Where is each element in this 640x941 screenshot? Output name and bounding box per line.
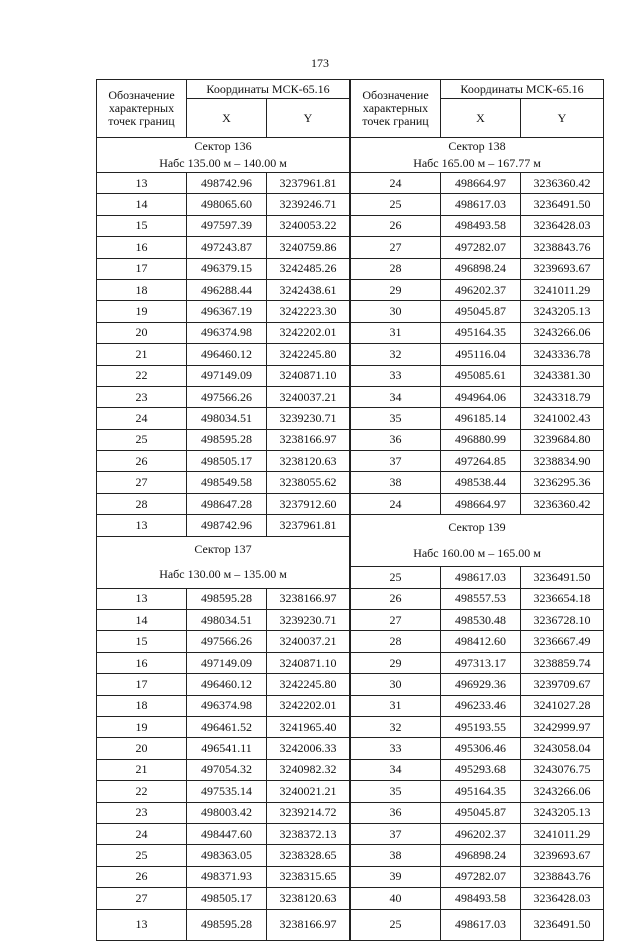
- point-number-cell: 27: [97, 888, 187, 909]
- x-coordinate-cell: 498493.58: [441, 215, 521, 236]
- table-row: [97, 802, 350, 823]
- table-row: [351, 781, 604, 802]
- point-number-cell: 25: [351, 567, 441, 588]
- y-coordinate-cell: 3238372.13: [267, 823, 350, 844]
- point-number-cell: 20: [97, 738, 187, 759]
- x-coordinate-cell: 496929.36: [441, 674, 521, 695]
- x-coordinate-cell: 498557.53: [441, 588, 521, 609]
- point-number-cell: 28: [351, 631, 441, 652]
- point-number-cell: 30: [351, 301, 441, 322]
- point-number-cell: 25: [97, 845, 187, 866]
- point-number-cell: 29: [351, 652, 441, 673]
- y-column-header: Y: [521, 99, 604, 138]
- y-coordinate-cell: 3243076.75: [521, 759, 604, 780]
- point-number-cell: 31: [351, 695, 441, 716]
- table-row: [97, 738, 350, 759]
- x-coordinate-cell: 498505.17: [187, 451, 267, 472]
- table-row: [97, 386, 350, 407]
- table-row: [351, 909, 604, 940]
- table-row: [351, 344, 604, 365]
- y-coordinate-cell: 3236654.18: [521, 588, 604, 609]
- table-row: [351, 493, 604, 514]
- point-number-cell: 24: [97, 823, 187, 844]
- point-number-cell: 25: [97, 429, 187, 450]
- y-coordinate-cell: 3238166.97: [267, 909, 350, 940]
- point-number-cell: 22: [97, 365, 187, 386]
- x-coordinate-cell: 498664.97: [441, 173, 521, 194]
- point-number-cell: 27: [351, 610, 441, 631]
- x-coordinate-cell: 495164.35: [441, 322, 521, 343]
- point-number-cell: 35: [351, 781, 441, 802]
- table-row: [97, 610, 350, 631]
- section-title: Сектор 137: [97, 536, 350, 562]
- table-row: [97, 823, 350, 844]
- header-row: [351, 80, 604, 99]
- y-coordinate-cell: 3241011.29: [521, 823, 604, 844]
- y-coordinate-cell: 3241011.29: [521, 279, 604, 300]
- point-number-cell: 17: [97, 258, 187, 279]
- y-coordinate-cell: 3239214.72: [267, 802, 350, 823]
- table-row: [97, 716, 350, 737]
- point-number-cell: 32: [351, 716, 441, 737]
- point-number-cell: 34: [351, 386, 441, 407]
- point-number-cell: 26: [97, 866, 187, 887]
- table-row: [97, 194, 350, 215]
- section-title-row: [351, 138, 604, 156]
- x-coordinate-cell: 497597.39: [187, 215, 267, 236]
- point-number-cell: 21: [97, 759, 187, 780]
- table-row: [97, 237, 350, 258]
- y-coordinate-cell: 3242999.97: [521, 716, 604, 737]
- y-coordinate-cell: 3237912.60: [267, 493, 350, 514]
- y-coordinate-cell: 3238843.76: [521, 237, 604, 258]
- table-row: [97, 759, 350, 780]
- x-coordinate-cell: 498412.60: [441, 631, 521, 652]
- table-row: [351, 674, 604, 695]
- point-number-cell: 13: [97, 909, 187, 940]
- section-height-range: Набс 135.00 м – 140.00 м: [97, 155, 350, 173]
- point-number-cell: 31: [351, 322, 441, 343]
- point-number-cell: 13: [97, 588, 187, 609]
- table-row: [351, 652, 604, 673]
- point-number-cell: 28: [351, 258, 441, 279]
- x-coordinate-cell: 496374.98: [187, 695, 267, 716]
- x-coordinate-cell: 496898.24: [441, 258, 521, 279]
- point-number-cell: 28: [97, 493, 187, 514]
- point-number-cell: 19: [97, 301, 187, 322]
- point-number-cell: 37: [351, 823, 441, 844]
- x-coordinate-cell: 498617.03: [441, 194, 521, 215]
- y-coordinate-cell: 3242202.01: [267, 322, 350, 343]
- section-title: Сектор 136: [97, 138, 350, 156]
- x-coordinate-cell: 498505.17: [187, 888, 267, 909]
- table-row: [97, 674, 350, 695]
- section-height-row: [97, 562, 350, 589]
- y-coordinate-cell: 3242485.26: [267, 258, 350, 279]
- table-row: [97, 588, 350, 609]
- table-row: [351, 695, 604, 716]
- table-row: [351, 866, 604, 887]
- y-coordinate-cell: 3236360.42: [521, 493, 604, 514]
- table-row: [351, 451, 604, 472]
- y-coordinate-cell: 3237961.81: [267, 173, 350, 194]
- page-number: 173: [311, 56, 329, 70]
- point-number-cell: 23: [97, 386, 187, 407]
- y-coordinate-cell: 3243336.78: [521, 344, 604, 365]
- y-coordinate-cell: 3238120.63: [267, 451, 350, 472]
- point-number-cell: 16: [97, 652, 187, 673]
- table-row: [97, 429, 350, 450]
- section-title-row: [97, 536, 350, 562]
- table-row: [97, 344, 350, 365]
- x-coordinate-cell: 496185.14: [441, 408, 521, 429]
- x-coordinate-cell: 497566.26: [187, 386, 267, 407]
- point-number-cell: 30: [351, 674, 441, 695]
- section-height-row: [351, 540, 604, 567]
- x-coordinate-cell: 497313.17: [441, 652, 521, 673]
- y-coordinate-cell: 3240037.21: [267, 386, 350, 407]
- y-coordinate-cell: 3236428.03: [521, 215, 604, 236]
- y-coordinate-cell: 3238843.76: [521, 866, 604, 887]
- left-coordinates-table-wrap: [96, 79, 349, 941]
- y-coordinate-cell: 3242202.01: [267, 695, 350, 716]
- x-coordinate-cell: 495293.68: [441, 759, 521, 780]
- x-coordinate-cell: 496202.37: [441, 279, 521, 300]
- x-coordinate-cell: 496379.15: [187, 258, 267, 279]
- y-coordinate-cell: 3236491.50: [521, 909, 604, 940]
- y-coordinate-cell: 3243058.04: [521, 738, 604, 759]
- y-coordinate-cell: 3236491.50: [521, 567, 604, 588]
- table-row: [351, 567, 604, 588]
- table-row: [97, 472, 350, 493]
- y-coordinate-cell: 3240871.10: [267, 365, 350, 386]
- table-row: [97, 515, 350, 536]
- table-row: [351, 215, 604, 236]
- y-coordinate-cell: 3238120.63: [267, 888, 350, 909]
- y-coordinate-cell: 3240021.21: [267, 781, 350, 802]
- y-coordinate-cell: 3238166.97: [267, 588, 350, 609]
- x-coordinate-cell: 498664.97: [441, 493, 521, 514]
- section-title: Сектор 138: [351, 138, 604, 156]
- y-coordinate-cell: 3239230.71: [267, 408, 350, 429]
- x-coordinate-cell: 495164.35: [441, 781, 521, 802]
- point-number-cell: 27: [351, 237, 441, 258]
- point-number-cell: 13: [97, 515, 187, 536]
- point-number-cell: 21: [97, 344, 187, 365]
- y-coordinate-cell: 3239693.67: [521, 845, 604, 866]
- table-row: [351, 237, 604, 258]
- y-coordinate-cell: 3237961.81: [267, 515, 350, 536]
- table-row: [97, 845, 350, 866]
- section-title-row: [97, 138, 350, 156]
- point-number-cell: 14: [97, 610, 187, 631]
- point-number-cell: 32: [351, 344, 441, 365]
- x-coordinate-cell: 497243.87: [187, 237, 267, 258]
- x-coordinate-cell: 495193.55: [441, 716, 521, 737]
- x-coordinate-cell: 497282.07: [441, 866, 521, 887]
- y-coordinate-cell: 3238055.62: [267, 472, 350, 493]
- x-coordinate-cell: 498371.93: [187, 866, 267, 887]
- point-number-cell: 24: [351, 173, 441, 194]
- x-coordinate-cell: 497282.07: [441, 237, 521, 258]
- x-coordinate-cell: 496374.98: [187, 322, 267, 343]
- table-row: [97, 695, 350, 716]
- x-coordinate-cell: 495045.87: [441, 301, 521, 322]
- x-coordinate-cell: 498493.58: [441, 888, 521, 909]
- x-coordinate-cell: 498595.28: [187, 909, 267, 940]
- point-number-cell: 17: [97, 674, 187, 695]
- x-coordinate-cell: 497149.09: [187, 365, 267, 386]
- point-number-cell: 36: [351, 802, 441, 823]
- table-row: [351, 759, 604, 780]
- y-coordinate-cell: 3242006.33: [267, 738, 350, 759]
- x-coordinate-cell: 496460.12: [187, 344, 267, 365]
- table-row: [351, 716, 604, 737]
- y-coordinate-cell: 3238315.65: [267, 866, 350, 887]
- table-row: [97, 909, 350, 940]
- point-number-cell: 37: [351, 451, 441, 472]
- x-coordinate-cell: 498595.28: [187, 588, 267, 609]
- y-coordinate-cell: 3243318.79: [521, 386, 604, 407]
- section-height-row: [97, 155, 350, 173]
- y-coordinate-cell: 3243266.06: [521, 781, 604, 802]
- x-coordinate-cell: 497264.85: [441, 451, 521, 472]
- point-number-cell: 33: [351, 365, 441, 386]
- table-row: [97, 451, 350, 472]
- point-number-cell: 40: [351, 888, 441, 909]
- y-coordinate-cell: 3241027.28: [521, 695, 604, 716]
- x-coordinate-cell: 496202.37: [441, 823, 521, 844]
- y-coordinate-cell: 3243381.30: [521, 365, 604, 386]
- y-coordinate-cell: 3239230.71: [267, 610, 350, 631]
- x-coordinate-cell: 497535.14: [187, 781, 267, 802]
- x-coordinate-cell: 496461.52: [187, 716, 267, 737]
- x-coordinate-cell: 497054.32: [187, 759, 267, 780]
- x-coordinate-cell: 498617.03: [441, 909, 521, 940]
- table-row: [97, 408, 350, 429]
- x-coordinate-cell: 497149.09: [187, 652, 267, 673]
- table-row: [97, 888, 350, 909]
- table-row: [351, 823, 604, 844]
- x-coordinate-cell: 495045.87: [441, 802, 521, 823]
- point-number-cell: 36: [351, 429, 441, 450]
- table-row: [97, 493, 350, 514]
- y-coordinate-cell: 3242223.30: [267, 301, 350, 322]
- x-coordinate-cell: 496288.44: [187, 279, 267, 300]
- point-number-cell: 14: [97, 194, 187, 215]
- y-coordinate-cell: 3240037.21: [267, 631, 350, 652]
- point-number-cell: 18: [97, 279, 187, 300]
- table-row: [351, 408, 604, 429]
- y-coordinate-cell: 3236360.42: [521, 173, 604, 194]
- table-row: [351, 610, 604, 631]
- y-coordinate-cell: 3243205.13: [521, 301, 604, 322]
- left-coordinates-table: [96, 79, 350, 941]
- y-column-header: Y: [267, 99, 350, 138]
- table-row: [351, 738, 604, 759]
- point-number-cell: 13: [97, 173, 187, 194]
- table-row: [351, 386, 604, 407]
- table-row: [351, 173, 604, 194]
- header-row: [97, 80, 350, 99]
- y-coordinate-cell: 3243205.13: [521, 802, 604, 823]
- x-column-header: X: [441, 99, 521, 138]
- point-number-cell: 33: [351, 738, 441, 759]
- point-number-cell: 24: [351, 493, 441, 514]
- y-coordinate-cell: 3240982.32: [267, 759, 350, 780]
- table-row: [97, 781, 350, 802]
- table-row: [351, 472, 604, 493]
- x-coordinate-cell: 498034.51: [187, 610, 267, 631]
- x-coordinate-cell: 498617.03: [441, 567, 521, 588]
- point-number-cell: 26: [351, 215, 441, 236]
- x-coordinate-cell: 498363.05: [187, 845, 267, 866]
- coordinates-header: Координаты МСК-65.16: [441, 80, 604, 99]
- x-coordinate-cell: 498447.60: [187, 823, 267, 844]
- table-row: [351, 631, 604, 652]
- table-row: [351, 194, 604, 215]
- table-row: [351, 322, 604, 343]
- y-coordinate-cell: 3238328.65: [267, 845, 350, 866]
- point-number-cell: 23: [97, 802, 187, 823]
- x-coordinate-cell: 498549.58: [187, 472, 267, 493]
- point-number-cell: 22: [97, 781, 187, 802]
- table-row: [351, 258, 604, 279]
- point-number-cell: 27: [97, 472, 187, 493]
- x-coordinate-cell: 498530.48: [441, 610, 521, 631]
- x-coordinate-cell: 496367.19: [187, 301, 267, 322]
- table-row: [97, 258, 350, 279]
- point-number-cell: 39: [351, 866, 441, 887]
- table-row: [97, 173, 350, 194]
- y-coordinate-cell: 3238859.74: [521, 652, 604, 673]
- point-number-cell: 29: [351, 279, 441, 300]
- point-number-cell: 26: [97, 451, 187, 472]
- point-number-cell: 15: [97, 215, 187, 236]
- table-row: [97, 365, 350, 386]
- x-coordinate-cell: 494964.06: [441, 386, 521, 407]
- x-coordinate-cell: 498647.28: [187, 493, 267, 514]
- y-coordinate-cell: 3240759.86: [267, 237, 350, 258]
- table-row: [351, 365, 604, 386]
- x-coordinate-cell: 498034.51: [187, 408, 267, 429]
- section-title: Сектор 139: [351, 515, 604, 541]
- table-row: [97, 279, 350, 300]
- table-row: [97, 301, 350, 322]
- table-row: [351, 301, 604, 322]
- table-row: [97, 652, 350, 673]
- point-designation-header: Обозначение характерных точек границ: [97, 80, 187, 138]
- y-coordinate-cell: 3242245.80: [267, 344, 350, 365]
- table-row: [351, 588, 604, 609]
- section-height-range: Набс 160.00 м – 165.00 м: [351, 540, 604, 567]
- table-row: [351, 888, 604, 909]
- y-coordinate-cell: 3236491.50: [521, 194, 604, 215]
- point-number-cell: 25: [351, 194, 441, 215]
- x-coordinate-cell: 496898.24: [441, 845, 521, 866]
- point-designation-header: Обозначение характерных точек границ: [351, 80, 441, 138]
- section-title-row: [351, 515, 604, 541]
- x-coordinate-cell: 498003.42: [187, 802, 267, 823]
- point-number-cell: 15: [97, 631, 187, 652]
- y-coordinate-cell: 3238834.90: [521, 451, 604, 472]
- table-row: [351, 802, 604, 823]
- y-coordinate-cell: 3236728.10: [521, 610, 604, 631]
- x-coordinate-cell: 498538.44: [441, 472, 521, 493]
- y-coordinate-cell: 3238166.97: [267, 429, 350, 450]
- table-row: [97, 322, 350, 343]
- x-coordinate-cell: 495116.04: [441, 344, 521, 365]
- section-height-row: [351, 155, 604, 173]
- x-coordinate-cell: 496233.46: [441, 695, 521, 716]
- x-coordinate-cell: 496460.12: [187, 674, 267, 695]
- x-column-header: X: [187, 99, 267, 138]
- x-coordinate-cell: 497566.26: [187, 631, 267, 652]
- table-row: [97, 215, 350, 236]
- table-row: [351, 845, 604, 866]
- y-coordinate-cell: 3236667.49: [521, 631, 604, 652]
- point-number-cell: 16: [97, 237, 187, 258]
- section-height-range: Набс 130.00 м – 135.00 м: [97, 562, 350, 589]
- point-number-cell: 34: [351, 759, 441, 780]
- y-coordinate-cell: 3242245.80: [267, 674, 350, 695]
- point-number-cell: 24: [97, 408, 187, 429]
- y-coordinate-cell: 3240053.22: [267, 215, 350, 236]
- x-coordinate-cell: 495306.46: [441, 738, 521, 759]
- point-number-cell: 26: [351, 588, 441, 609]
- x-coordinate-cell: 498065.60: [187, 194, 267, 215]
- x-coordinate-cell: 496541.11: [187, 738, 267, 759]
- point-number-cell: 19: [97, 716, 187, 737]
- right-coordinates-table: [350, 79, 604, 941]
- coordinates-header: Координаты МСК-65.16: [187, 80, 350, 99]
- table-row: [351, 429, 604, 450]
- y-coordinate-cell: 3236295.36: [521, 472, 604, 493]
- table-row: [97, 631, 350, 652]
- point-number-cell: 20: [97, 322, 187, 343]
- y-coordinate-cell: 3242438.61: [267, 279, 350, 300]
- x-coordinate-cell: 498742.96: [187, 515, 267, 536]
- y-coordinate-cell: 3243266.06: [521, 322, 604, 343]
- y-coordinate-cell: 3239709.67: [521, 674, 604, 695]
- x-coordinate-cell: 498742.96: [187, 173, 267, 194]
- point-number-cell: 35: [351, 408, 441, 429]
- section-height-range: Набс 165.00 м – 167.77 м: [351, 155, 604, 173]
- y-coordinate-cell: 3240871.10: [267, 652, 350, 673]
- x-coordinate-cell: 495085.61: [441, 365, 521, 386]
- y-coordinate-cell: 3241002.43: [521, 408, 604, 429]
- right-coordinates-table-wrap: [350, 79, 603, 941]
- y-coordinate-cell: 3236428.03: [521, 888, 604, 909]
- y-coordinate-cell: 3239246.71: [267, 194, 350, 215]
- point-number-cell: 25: [351, 909, 441, 940]
- y-coordinate-cell: 3239684.80: [521, 429, 604, 450]
- point-number-cell: 38: [351, 845, 441, 866]
- point-number-cell: 38: [351, 472, 441, 493]
- x-coordinate-cell: 496880.99: [441, 429, 521, 450]
- table-row: [97, 866, 350, 887]
- x-coordinate-cell: 498595.28: [187, 429, 267, 450]
- y-coordinate-cell: 3239693.67: [521, 258, 604, 279]
- y-coordinate-cell: 3241965.40: [267, 716, 350, 737]
- point-number-cell: 18: [97, 695, 187, 716]
- table-row: [351, 279, 604, 300]
